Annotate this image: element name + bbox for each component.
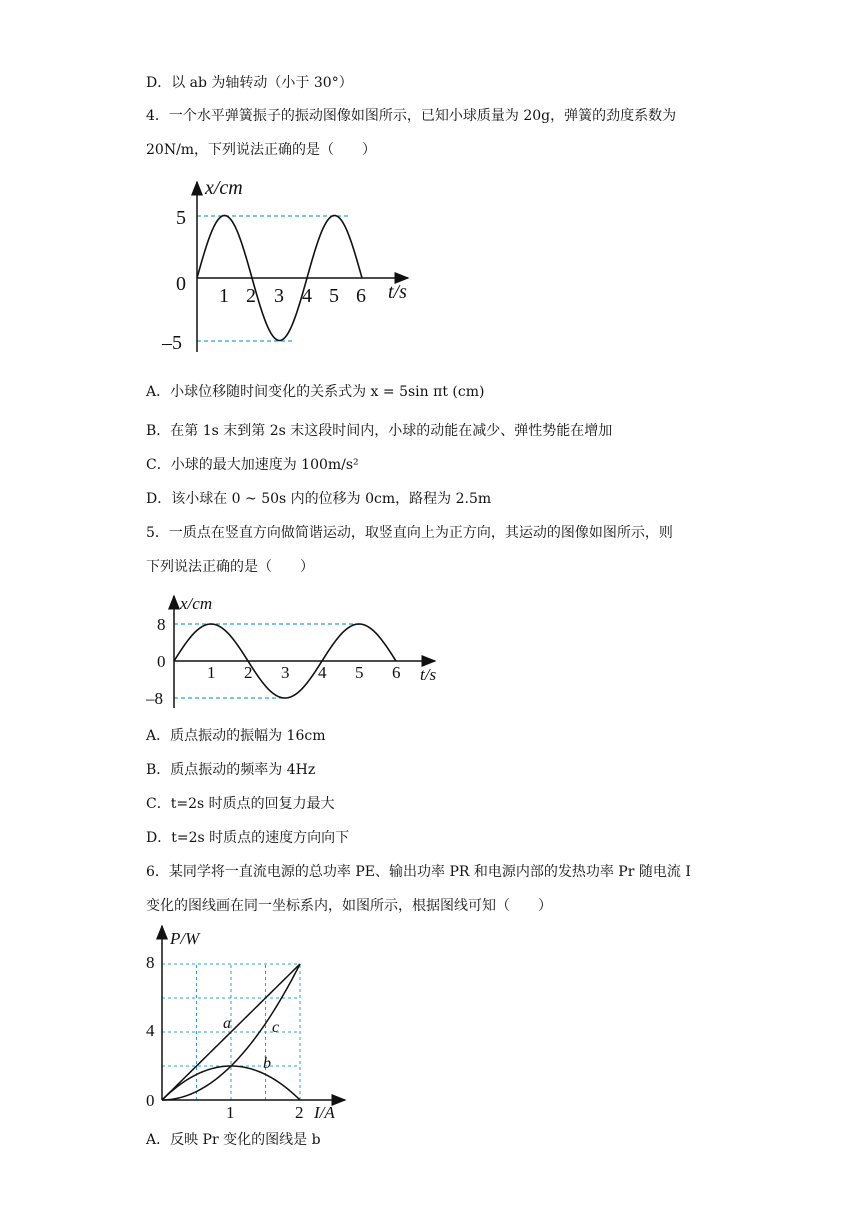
q5-option-d: D．t=2s 时质点的速度方向向下 — [146, 830, 350, 846]
q6-stem-line1: 6．某同学将一直流电源的总功率 PE、输出功率 PR 和电源内部的发热功率 Pr 随电流 I — [146, 864, 691, 880]
q6-option-a: A．反映 Pr 变化的图线是 b — [146, 1132, 321, 1148]
q5-y-label: x/cm — [180, 594, 213, 613]
q6-origin: 0 — [146, 1091, 155, 1110]
q6-graph — [140, 922, 350, 1122]
q5-origin: 0 — [157, 652, 166, 671]
q4-xtick-6: 6 — [356, 285, 366, 307]
q4-x-label: t/s — [388, 281, 407, 303]
q5-option-c: C．t=2s 时质点的回复力最大 — [146, 796, 335, 812]
q5-stem-line2: 下列说法正确的是（ ） — [146, 559, 314, 575]
q6-xtick-2: 2 — [295, 1103, 304, 1122]
q4-xtick-4: 4 — [302, 285, 312, 307]
q4-xtick-3: 3 — [274, 285, 284, 307]
q5-xtick-2: 2 — [244, 663, 253, 682]
q6-xtick-1: 1 — [226, 1103, 235, 1122]
q4-ytick-neg5: –5 — [162, 332, 182, 354]
q5-stem-line1: 5．一质点在竖直方向做简谐运动，取竖直向上为正方向，其运动的图像如图所示，则 — [146, 525, 673, 541]
q4-ytick-5: 5 — [176, 207, 186, 229]
q3-option-d: D．以 ab 为轴转动（小于 30°） — [146, 75, 353, 91]
q4-y-label: x/cm — [205, 177, 243, 199]
q4-origin: 0 — [176, 273, 186, 295]
q6-label-b: b — [263, 1055, 271, 1072]
q4-option-c: C．小球的最大加速度为 100m/s² — [146, 457, 359, 473]
q5-ytick-8: 8 — [157, 615, 166, 634]
q4-stem-line1: 4．一个水平弹簧振子的振动图像如图所示，已知小球质量为 20g，弹簧的劲度系数为 — [146, 108, 677, 124]
q4-option-a: A．小球位移随时间变化的关系式为 x = 5sin πt (cm) — [146, 384, 485, 400]
q5-xtick-1: 1 — [207, 663, 216, 682]
q5-xtick-3: 3 — [281, 663, 290, 682]
q4-option-b: B．在第 1s 末到第 2s 末这段时间内，小球的动能在减少、弹性势能在增加 — [146, 423, 613, 439]
q6-ytick-8: 8 — [146, 953, 155, 972]
q5-xtick-6: 6 — [392, 663, 401, 682]
q4-xtick-1: 1 — [219, 285, 229, 307]
q6-curve-b — [162, 1066, 300, 1100]
q5-option-a: A．质点振动的振幅为 16cm — [146, 728, 326, 744]
q6-y-label: P/W — [170, 929, 200, 948]
q4-option-d: D．该小球在 0 ~ 50s 内的位移为 0cm，路程为 2.5m — [146, 491, 492, 507]
q4-xtick-5: 5 — [329, 285, 339, 307]
q5-graph — [146, 590, 450, 710]
q6-stem-line2: 变化的图线画在同一坐标系内，如图所示，根据图线可知（ ） — [146, 898, 552, 914]
q6-label-a: a — [223, 1015, 231, 1032]
q5-xtick-5: 5 — [355, 663, 364, 682]
q5-option-b: B．质点振动的频率为 4Hz — [146, 762, 316, 778]
q6-label-c: c — [272, 1019, 280, 1036]
q4-graph — [160, 172, 407, 362]
q6-x-label: I/A — [314, 1103, 335, 1122]
q4-xtick-2: 2 — [246, 285, 256, 307]
q6-ytick-4: 4 — [146, 1021, 155, 1040]
q5-ytick-neg8: –8 — [146, 689, 163, 708]
q5-xtick-4: 4 — [318, 663, 327, 682]
q4-stem-line2: 20N/m，下列说法正确的是（ ） — [146, 142, 377, 158]
q5-x-label: t/s — [420, 665, 437, 684]
